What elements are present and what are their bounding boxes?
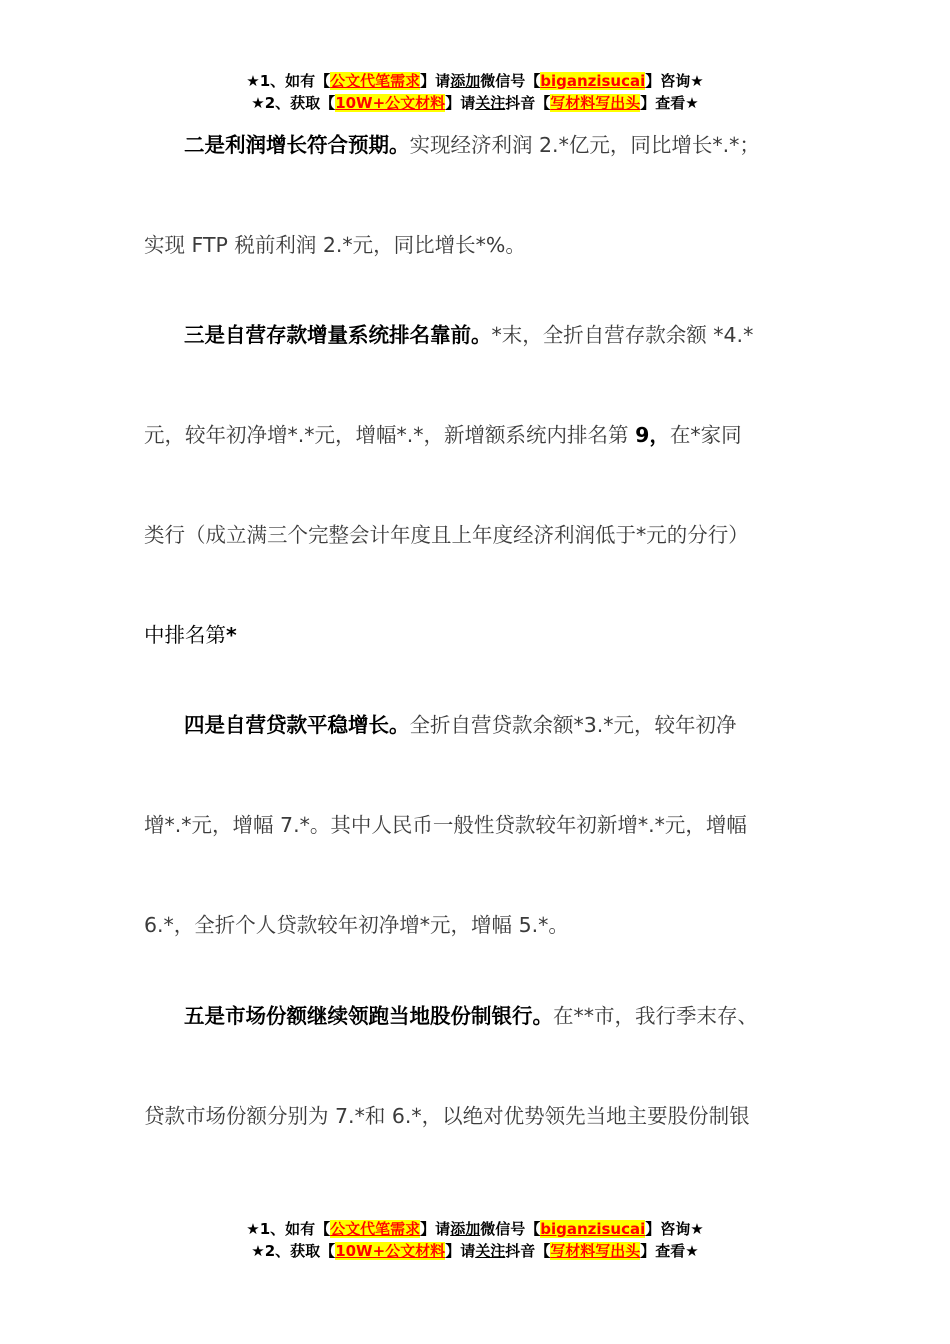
service-highlight: 公文代笔需求 xyxy=(330,1220,421,1238)
header-banner xyxy=(0,70,950,114)
footer-line-2: ★2、获取【10W+公文材料】请关注抖音【写材料写出头】查看★ xyxy=(251,1242,699,1260)
paragraph-deposit-line-3: 类行（成立满三个完整会计年度且上年度经济利润低于*元的分行） xyxy=(144,523,749,547)
materials-highlight: 10W+公文材料 xyxy=(335,94,446,112)
wechat-id-highlight: biganzisucai xyxy=(540,72,646,90)
heading-profit: 二是利润增长符合预期。 xyxy=(184,133,410,157)
paragraph-loan-line-3: 6.*，全折个人贷款较年初净增*元，增幅 5.*。 xyxy=(144,913,569,937)
paragraph-deposit-line-1: 三是自营存款增量系统排名靠前。*末，全折自营存款余额 *4.* xyxy=(184,323,754,347)
paragraph-market-line-1: 五是市场份额继续领跑当地股份制银行。在**市，我行季末存、 xyxy=(184,1004,758,1028)
header-line-1: ★1、如有【公文代笔需求】请添加微信号【biganzisucai】咨询★ xyxy=(246,72,704,90)
wechat-id-highlight: biganzisucai xyxy=(540,1220,646,1238)
douyin-highlight: 写材料写出头 xyxy=(550,94,641,112)
heading-loan: 四是自营贷款平稳增长。 xyxy=(184,713,410,737)
heading-deposit: 三是自营存款增量系统排名靠前。 xyxy=(184,323,492,347)
paragraph-profit-line-2: 实现 FTP 税前利润 2.*元，同比增长*%。 xyxy=(144,233,526,257)
footer-banner xyxy=(0,1218,950,1262)
header-line-2: ★2、获取【10W+公文材料】请关注抖音【写材料写出头】查看★ xyxy=(251,94,699,112)
heading-market: 五是市场份额继续领跑当地股份制银行。 xyxy=(184,1004,553,1028)
paragraph-loan-line-2: 增*.*元，增幅 7.*。其中人民币一般性贷款较年初新增*.*元，增幅 xyxy=(144,813,747,837)
paragraph-deposit-line-2: 元，较年初净增*.*元，增幅*.*，新增额系统内排名第 9，在*家同 xyxy=(144,423,742,447)
paragraph-market-line-2: 贷款市场份额分别为 7.*和 6.*，以绝对优势领先当地主要股份制银 xyxy=(144,1104,750,1128)
service-highlight: 公文代笔需求 xyxy=(330,72,421,90)
douyin-highlight: 写材料写出头 xyxy=(550,1242,641,1260)
paragraph-deposit-line-4: 中排名第* xyxy=(144,623,237,647)
paragraph-profit-line-1: 二是利润增长符合预期。实现经济利润 2.*亿元，同比增长*.*； xyxy=(184,133,760,157)
footer-line-1: ★1、如有【公文代笔需求】请添加微信号【biganzisucai】咨询★ xyxy=(246,1220,704,1238)
materials-highlight: 10W+公文材料 xyxy=(335,1242,446,1260)
paragraph-loan-line-1: 四是自营贷款平稳增长。全折自营贷款余额*3.*元，较年初净 xyxy=(184,713,737,737)
